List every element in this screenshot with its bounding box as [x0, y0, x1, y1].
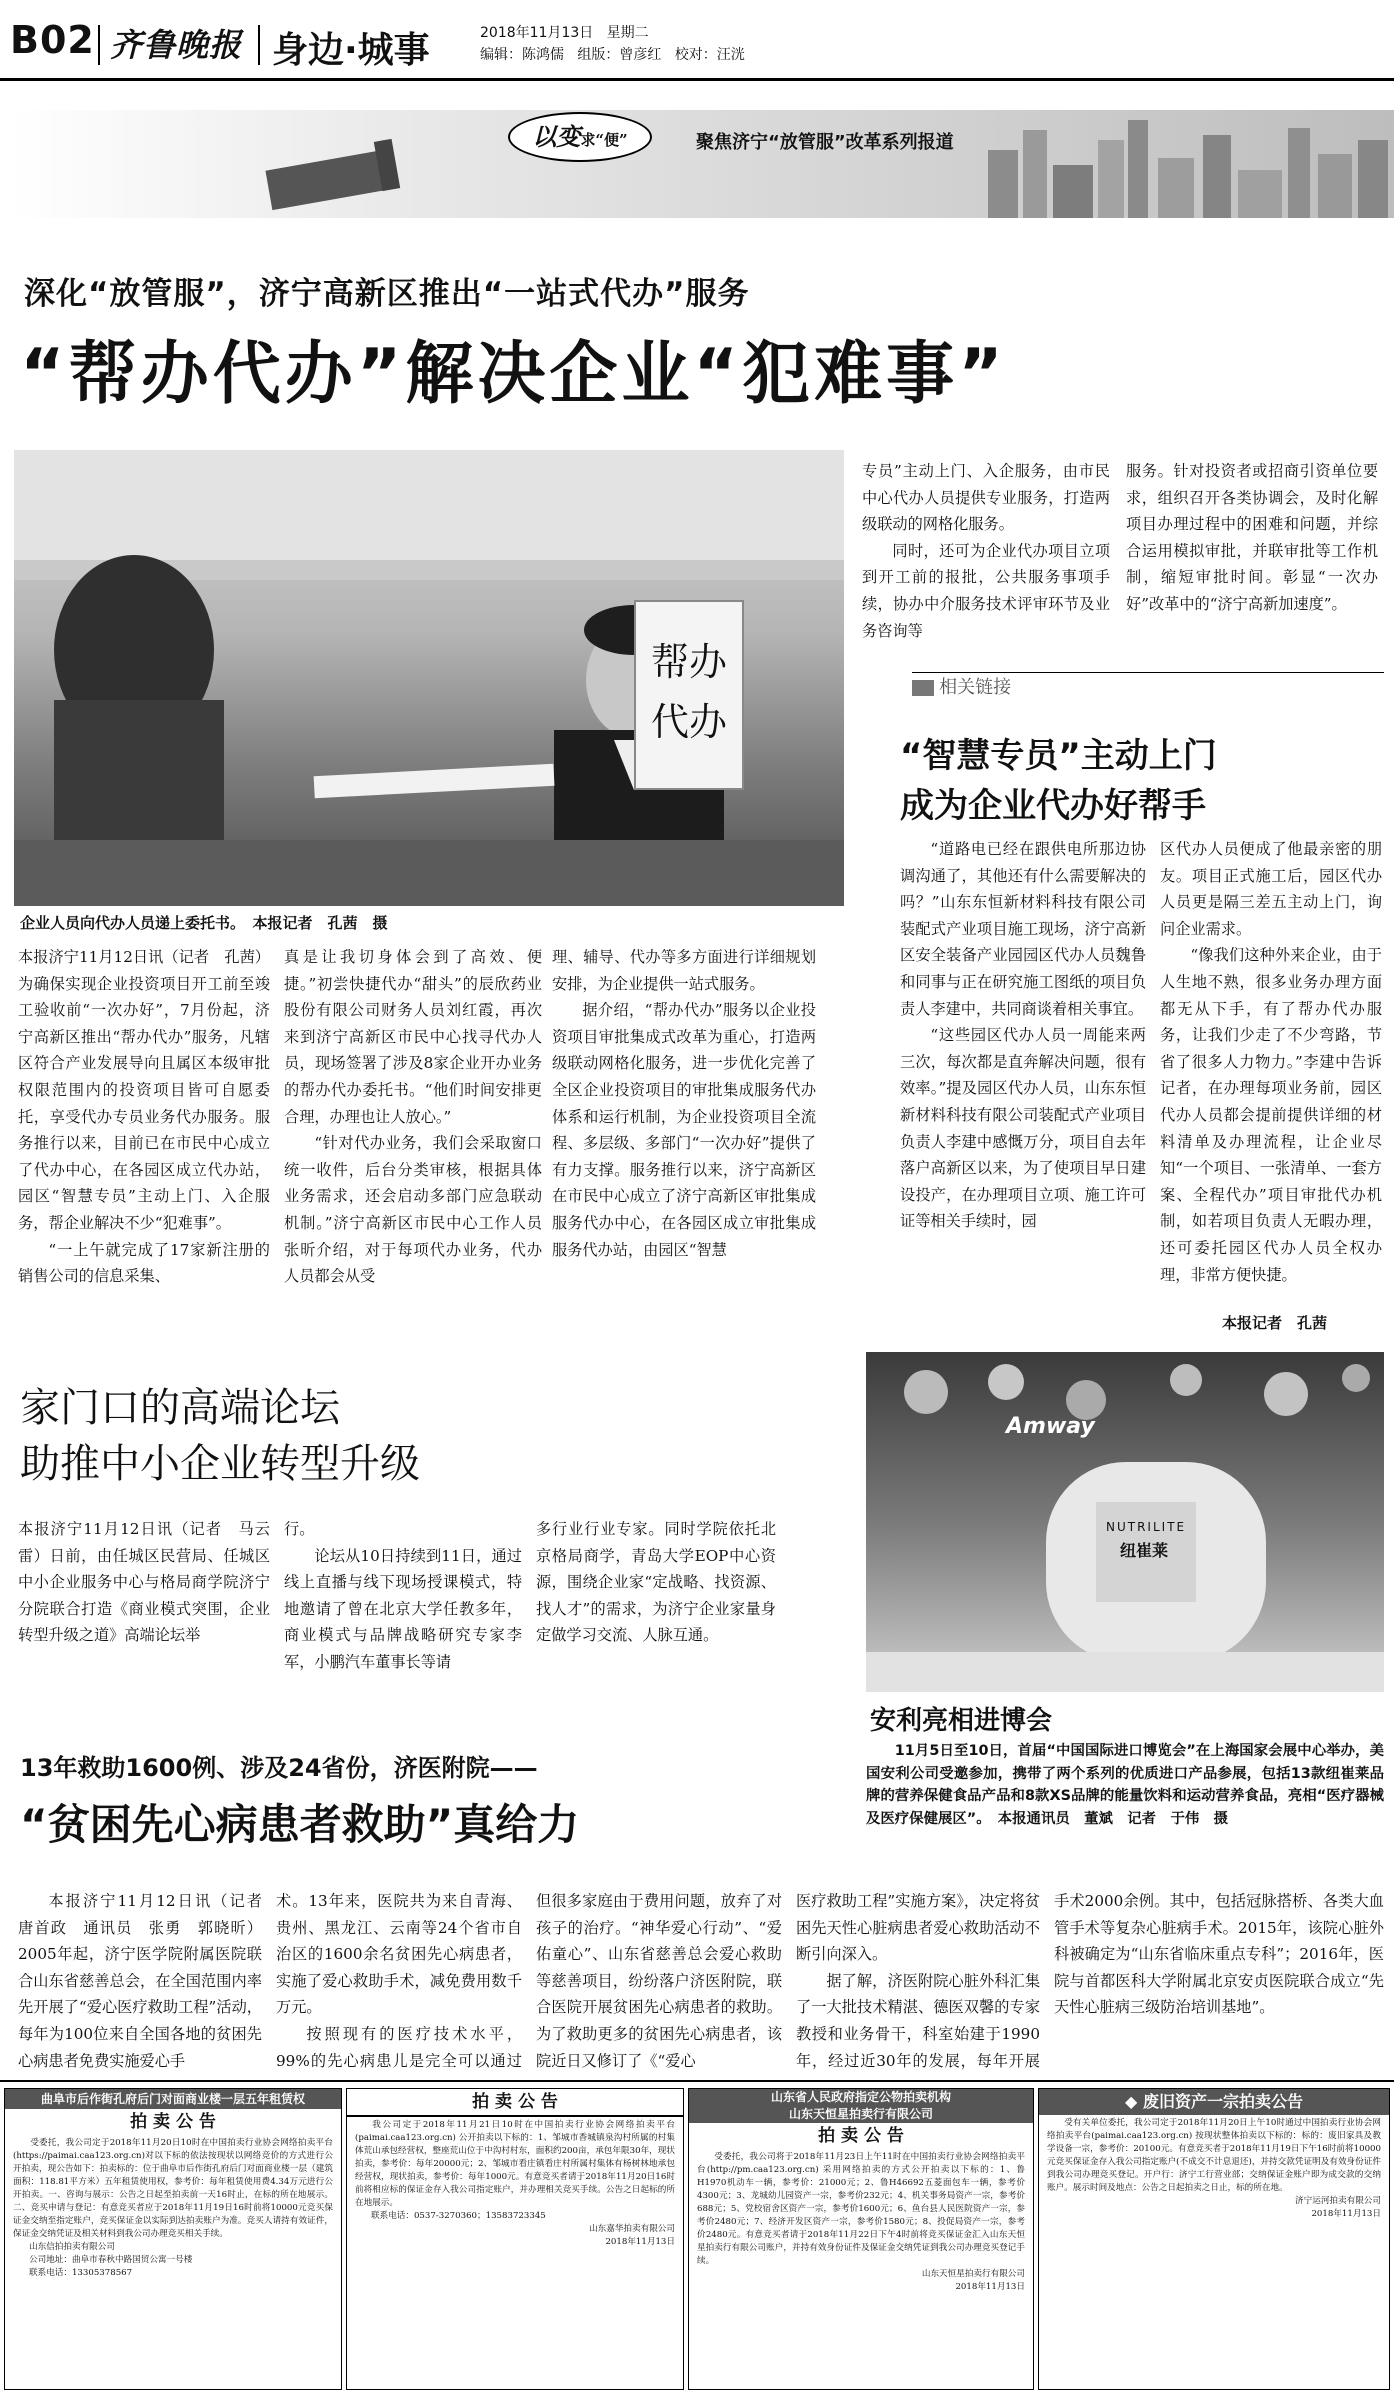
date: 2018年11月13日 — [480, 25, 594, 41]
article3-col5-p1: 手术2000余例。其中，包括冠脉搭桥、各类大血管手术等复杂心脏病手术。2015年，该院心脏外科被确定为“山东省临床重点专科”；2016年，医院与首都医科大学附属北京安贞医院联合成立“先天性心脏病三级防治培训基地”。 — [1054, 1892, 1384, 2017]
article1-col5-p1: 服务。针对投资者或招商引资单位要求，组织召开各类协调会，及时化解项目办理过程中的困难和问题，并综合运用模拟审批，并联审批等工作机制，缩短审批时间。彰显“一次办好”改革中的“济宁高新加速度”。 — [1126, 462, 1378, 613]
ads-top-rule — [0, 2080, 1394, 2082]
article3-col3 — [536, 1888, 782, 2074]
article3-col4 — [796, 1888, 1040, 2074]
article1-photo — [14, 450, 844, 906]
article1-col1 — [18, 944, 270, 1374]
series-banner — [8, 110, 1394, 218]
nutrilite-cn: 纽崔莱 — [1120, 1541, 1169, 1560]
ad3-company: 山东天恒星拍卖行有限公司 — [921, 2269, 1025, 2279]
article2-col3 — [536, 1516, 776, 1728]
article2-headline1: 家门口的高端论坛 — [20, 1385, 340, 1431]
layout-editor: 组版：曾彦红 — [577, 47, 662, 63]
article2-col2 — [284, 1516, 522, 1728]
article1-col4 — [862, 458, 1110, 668]
ad4-title-text: 废旧资产一宗拍卖公告 — [1142, 2092, 1303, 2111]
ad-box-3 — [688, 2088, 1034, 2390]
related-byline: 本报记者 孔茜 — [1222, 1314, 1328, 1332]
header-divider — [98, 25, 100, 65]
article2-col1 — [18, 1516, 270, 1728]
article1-col3 — [552, 944, 816, 1374]
related-tag-label: 相关链接 — [939, 677, 1012, 698]
nutrilite-sign: NUTRILITE — [1106, 1520, 1187, 1534]
weekday: 星期二 — [606, 25, 649, 41]
article1-col4-p1: 专员”主动上门、入企服务，由市民中心代办人员提供专业服务，打造两级联动的网格化服务。 — [862, 462, 1110, 534]
article1-col1-p1: 本报济宁11月12日讯（记者 孔茜）为确保实现企业投资项目开工前至竣工验收前“一次办好”，7月份起，济宁高新区推出“帮办代办”服务，凡辖区符合产业发展导向且属区本级审批权限范围内的投资项目皆可自愿委托，享受代办专员业务代办服务。服务推行以来，目前已在市民中心成立了代办中心，在各园区成立代办站，园区“智慧专员”主动上门、入企服务，帮企业解决不少“犯难事”。 — [18, 948, 270, 1232]
article2-col3-p1: 多行业行业专家。同时学院依托北京格局商学，青岛大学EOP中心资源，围绕企业家“定战略、找资源、找人才”的需求，为济宁企业家量身定做学习交流、人脉互通。 — [536, 1520, 776, 1645]
article1-kicker: 深化“放管服”，济宁高新区推出“一站式代办”服务 — [24, 276, 750, 312]
ad2-date: 2018年11月13日 — [605, 2237, 675, 2247]
ad2-company: 山东嘉华拍卖有限公司 — [589, 2224, 675, 2234]
article1-headline: “帮办代办”解决企业“犯难事” — [20, 335, 1007, 414]
ad1-text: 受委托，我公司定于2018年11月20日10时在中国拍卖行业协会网络拍卖平台(https://paimai.caa123.org.cn)对以下标的依法按现状以网络竞价的方式进行公开拍卖，现公告如下：拍卖标的：位于曲阜市后作街孔府后门对面商业楼一层（建筑面积：118.81平方米）五年租赁使用权，参考价：每年租赁使用费4.34万元进行公开拍卖。一、咨询与展示：公告之日起至拍卖前一天16时止，在标的所在地展示。二、竞买申请与登记：有意竞买者应于2018年11月19日16时前将10000元竞买保证金交纳至指定账户，竞买保证金以实际到达拍卖账户为准。竞买人请持有效证件，保证金交纳凭证及相关材料到我公司办理竞买相关手续。 — [13, 2138, 333, 2239]
amway-text — [866, 1740, 1384, 1876]
section-name: 身边·城事 — [272, 30, 430, 71]
article3-col5 — [1054, 1888, 1384, 2074]
article1-col4-p2: 同时，还可为企业代办项目立项到开工前的报批，公共服务事项手续，协办中介服务技术评审环节及业务咨询等 — [862, 541, 1110, 640]
paper-logo: 齐鲁晚报 — [110, 26, 243, 64]
ad1-title: 拍 卖 公 告 — [130, 2112, 216, 2132]
ad1-body — [5, 2135, 341, 2282]
ad3-body — [689, 2149, 1033, 2296]
article3-headline: “贫困先心病患者救助”真给力 — [20, 1800, 580, 1849]
badge-main: 以变 — [532, 122, 581, 151]
ad-box-1 — [4, 2088, 342, 2390]
article1-caption: 企业人员向代办人员递上委托书。 本报记者 孔茜 摄 — [20, 914, 388, 932]
article2-col1-p1: 本报济宁11月12日讯（记者 马云雷）日前，由任城区民营局、任城区中小企业服务中心与格局商学院济宁分院联合打造《商业模式突围，企业转型升级之道》高端论坛举 — [18, 1520, 270, 1645]
ad3-date: 2018年11月13日 — [955, 2282, 1025, 2292]
editor: 编辑：陈鸿儒 — [480, 47, 564, 63]
article3-col4-p2: 据了解，济医附院心脏外科汇集了一大批技术精湛、德医双馨的专家教授和业务骨干，科室始建于1990年，经过近30年的发展，每年开展 — [796, 1971, 1040, 2070]
ad2-text: 我公司定于2018年11月21日10时在中国拍卖行业协会网络拍卖平台(paimai.caa123.org.cn) 公开拍卖以下标的：1、邹城市香城镇泉沟村所属的村集体荒山承包经营权，整座荒山位于中沟村村东，面积约200亩，承包年限30年，现状拍卖，参考价：每年20000元；2、邹城市看庄镇看庄村所属村集体有杨树林地承包经营权，现状拍卖，参考价：每年1000元。有意竞买者请于2018年11月20日16时前将相应标的保证金存入我公司指定账户，并办理相关竞买手续。公告之日起标的所在地展示。 — [355, 2120, 675, 2208]
ad-box-2 — [346, 2088, 684, 2390]
ad1-phone: 联系电话：13305378567 — [29, 2268, 133, 2278]
article3-kicker: 13年救助1600例、涉及24省份，济医附院—— — [20, 1754, 538, 1782]
page-number: B02 — [10, 18, 95, 62]
related-col1-p1: “道路电已经在跟供电所那边协调沟通了，其他还有什么需要解决的吗？”山东东恒新材料科技有限公司装配式产业项目施工现场，济宁高新区安全装备产业园园区代办人员魏鲁和同事与正在研究施工图纸的项目负责人李建中，共同商谈着相关事宜。 — [900, 840, 1146, 1018]
ad2-body — [347, 2117, 683, 2251]
masthead-rule — [0, 78, 1394, 81]
badge-sub: 求“便” — [580, 131, 628, 149]
related-col1 — [900, 836, 1146, 1336]
series-title: 聚焦济宁“放管服”改革系列报道 — [696, 132, 954, 153]
amway-headline: 安利亮相进博会 — [870, 1706, 1053, 1736]
related-headline1: “智慧专员”主动上门 — [900, 736, 1217, 776]
article3-col2-p2: 按照现有的医疗技术水平，99%的先心病患儿是完全可以通过 — [276, 2024, 522, 2070]
related-headline2: 成为企业代办好帮手 — [900, 786, 1206, 826]
ad2-contact: 联系电话：0537-3270360；13583723345 — [371, 2211, 546, 2221]
ad4-title — [1039, 2089, 1389, 2115]
ad3-text: 受委托，我公司将于2018年11月23日上午11时在中国拍卖行业协会网络拍卖平台(http://pm.caa123.org.cn) 采用网络拍卖的方式公开拍卖以下标的：1、鲁H1970机动车一辆，参考价：21000元；2、鲁H46692五菱面包车一辆，参考价4300元；3、龙城幼儿园资产一宗，参考价232元；4、机关事务局资产一宗，参考价688元；5、党校宿舍区资产一宗，参考价1600元；6、鱼台县人民医院资产一宗，参考价2480元；7、经济开发区资产一宗，参考价1580元；8、投促局资产一宗，参考价2480元。有意竞买者请于2018年11月22日下午4时前将竞买保证金汇入山东天恒星拍卖行有限公司账户，并持有效身份证件及保证金交纳凭证到我公司办理竞买登记手续。 — [697, 2152, 1025, 2266]
article1-col2-p2: “针对代办业务，我们会采取窗口统一收件，后台分类审核，根据具体业务需求，还会启动多部门应急联动机制。”济宁高新区市民中心工作人员张昕介绍，对于每项代办业务，代办人员都会从受 — [284, 1134, 542, 1286]
article2-headline2: 助推中小企业转型升级 — [20, 1441, 420, 1487]
ad4-company: 济宁运河拍卖有限公司 — [1295, 2196, 1381, 2206]
issue-date — [480, 22, 649, 42]
related-tag — [912, 672, 1384, 697]
editor-line — [480, 44, 745, 64]
amway-sign: Amway — [1006, 1414, 1095, 1439]
series-badge — [508, 112, 652, 162]
article3-col1-p1: 本报济宁11月12日讯（记者 唐首政 通讯员 张勇 郭晓昕）2005年起，济宁医学院附属医院联合山东省慈善总会，在全国范围内率先开展了“爱心医疗救助工程”活动，每年为100位来自全国各地的贫困先心病患者免费实施爱心手 — [18, 1892, 262, 2070]
ad-box-4 — [1038, 2088, 1390, 2390]
ad4-body — [1039, 2115, 1389, 2223]
article1-col5 — [1126, 458, 1378, 668]
related-tag-marker — [912, 680, 934, 696]
article1-col2 — [284, 944, 542, 1374]
related-col2 — [1160, 836, 1382, 1310]
ad1-address: 公司地址：曲阜市春秋中路国贸公寓一号楼 — [29, 2255, 193, 2265]
related-col2-p1: 区代办人员便成了他最亲密的朋友。项目正式施工后，园区代办人员更是隔三差五主动上门，询问企业需求。 — [1160, 840, 1382, 938]
ad4-date: 2018年11月13日 — [1311, 2209, 1381, 2219]
ad3-banner1: 山东省人民政府指定公物拍卖机构 — [689, 2089, 1033, 2106]
article2-col2-p1: 行。 — [284, 1520, 315, 1538]
article3-col2-p1: 术。13年来，医院共为来自青海、贵州、黑龙江、云南等24个省市自治区的1600余名贫困先心病患者，实施了爱心救助手术，减免费用数千万元。 — [276, 1892, 522, 2017]
ad1-company: 山东信拍拍卖有限公司 — [29, 2242, 115, 2252]
article1-col2-p1: 真是让我切身体会到了高效、便捷。”初尝快捷代办“甜头”的辰欣药业股份有限公司财务人员刘红霞，再次来到济宁高新区市民中心找寻代办人员，现场签署了涉及8家企业开办业务的帮办代办委托书。“他们时间安排更合理，办理也让人放心。” — [284, 948, 542, 1126]
skyline-graphic — [8, 110, 1394, 218]
amway-photo — [866, 1352, 1384, 1692]
related-col1-p2: “这些园区代办人员一周能来两三次，每次都是直奔解决问题，很有效率。”提及园区代办人员，山东东恒新材料科技有限公司装配式产业项目负责人李建中感慨万分，项目自去年落户高新区以来，为了使项目早日建设投产，在办理项目立项、施工许可证等相关手续时，园 — [900, 1026, 1146, 1231]
help-sign: 帮办 代办 — [634, 600, 744, 790]
ad3-banner2: 山东天恒星拍卖行有限公司 — [689, 2106, 1033, 2123]
article1-col3-p2: 据介绍，“帮办代办”服务以企业投资项目审批集成式改革为重心，打造两级联动网格化服务，进一步优化完善了全区企业投资项目的审批集成服务代办体系和运行机制，为企业投资项目全流程、多层级、多部门“一次办好”提供了有力支撑。服务推行以来，济宁高新区在市民中心成立了济宁高新区审批集成服务代办中心，在各园区成立审批集成服务代办站，由园区“智慧 — [552, 1001, 816, 1259]
article1-col1-p2: “一上午就完成了17家新注册的销售公司的信息采集、 — [18, 1240, 270, 1286]
article2-col2-p2: 论坛从10日持续到11日，通过线上直播与线下现场授课模式，特地邀请了曾在北京大学任教多年，商业模式与品牌战略研究专家李军，小鹏汽车董事长等请 — [284, 1546, 522, 1671]
article1-col3-p1: 理、辅导、代办等多方面进行详细规划安排，为企业提供一站式服务。 — [552, 948, 816, 993]
header-divider-2 — [258, 25, 260, 65]
amway-text-p: 11月5日至10日，首届“中国国际进口博览会”在上海国家会展中心举办，美国安利公司受邀参加，携带了两个系列的优质进口产品参展，包括13款纽崔莱品牌的营养保健食品产品和8款XS品牌的能量饮料和运动营养食品，亮相“医疗器械及医疗保健展区”。 本报通讯员 董斌 记者 于伟 摄 — [866, 1743, 1384, 1827]
article3-col3-p1: 但很多家庭由于费用问题，放弃了对孩子的治疗。“神华爱心行动”、“爱佑童心”、山东省慈善总会爱心救助等慈善项目，纷纷落户济医附院，联合医院开展贫困先心病患者的救助。为了救助更多的贫困先心病患者，该院近日又修订了《“爱心 — [536, 1892, 782, 2070]
ad2-title: 拍 卖 公 告 — [347, 2089, 683, 2117]
ad3-title: 拍 卖 公 告 — [818, 2126, 904, 2146]
related-col2-p2: “像我们这种外来企业，由于人生地不熟，很多业务办理方面都无从下手，有了帮办代办服务，让我们少走了不少弯路，节省了很多人力物力。”李建中告诉记者，在办理每项业务前，园区代办人员都会提前提供详细的材料清单及办理流程，让企业尽知“一个项目、一张清单、一套方案、全程代办”项目审批代办机制，如若项目负责人无暇办理，还可委托园区代办人员全权办理，非常方便快捷。 — [1160, 946, 1382, 1284]
proofreader: 校对：汪洸 — [674, 47, 745, 63]
ad1-banner: 曲阜市后作街孔府后门对面商业楼一层五年租赁权 — [5, 2089, 341, 2109]
article3-col2 — [276, 1888, 522, 2074]
article3-col4-p1: 医疗救助工程”实施方案》，决定将贫困先天性心脏病患者爱心救助活动不断引向深入。 — [796, 1892, 1040, 1964]
ad4-title-icon: ◆ — [1125, 2092, 1138, 2111]
article3-col1 — [18, 1888, 262, 2074]
ad4-text: 受有关单位委托，我公司定于2018年11月20日上午10时通过中国拍卖行业协会网络拍卖平台(paimai.caa123.org.cn) 按现状整体拍卖以下标的：标的：废旧家具及教学设备一宗，参考价：20100元。有意竞买者于2018年11月19日下午16时前将10000元竞买保证金存入我公司指定账户(不成交不计息退还)，并持交款凭证明及有效身份证件到我公司办理竞买登记。开户行：济宁工行营业部；交纳保证金账户即为成交款的交纳账户。展示时间及地点：公告之日起拍卖之日止，标的所在地。 — [1047, 2118, 1381, 2193]
